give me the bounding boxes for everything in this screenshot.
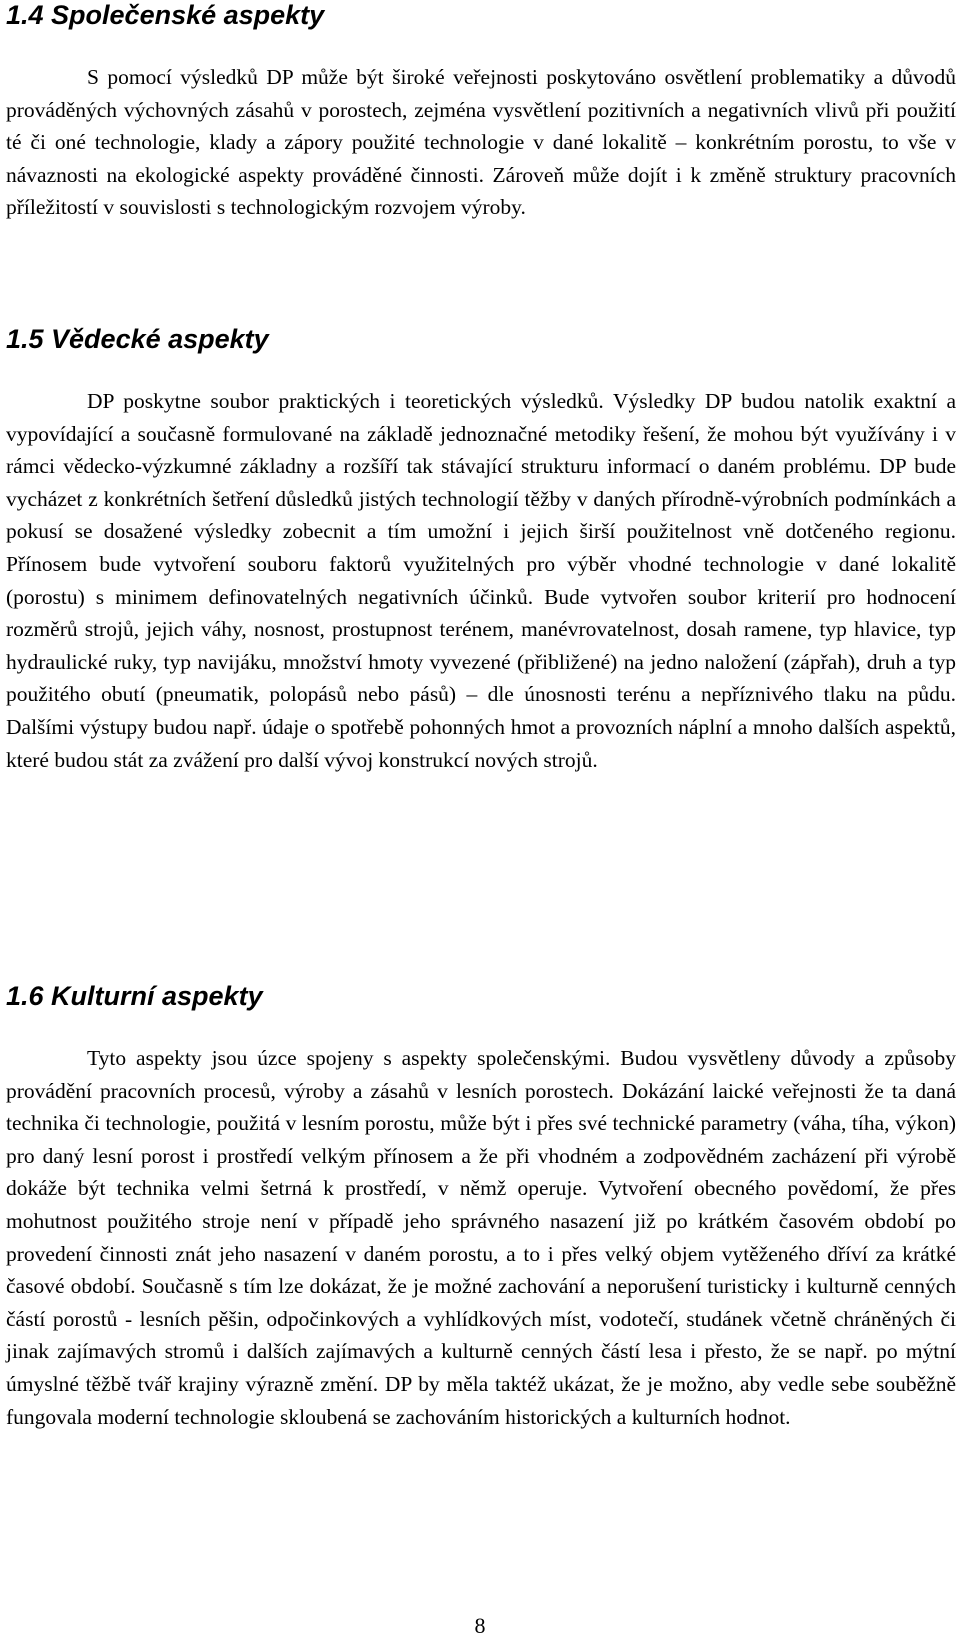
section-heading-scientific-aspects: 1.5 Vědecké aspekty [6,324,269,354]
page-number: 8 [474,1613,486,1638]
section-paragraph-cultural-aspects: Tyto aspekty jsou úzce spojeny s aspekty společenskými. Budou vysvětleny důvody a způsoby provádění pracovních procesů, výroby a zásahů v lesních porostech. Dokázání laické veřejnosti že ta daná technika či technologie, použitá v lesním porostu, může být i přes své technické parametry (váha, tíha, výkon) pro daný lesní porost i prostředí velkým přínosem a že při vhodném a zodpovědném zacházení při výrobě dokáže být technika velmi šetrná k prostředí, v němž operuje. Vytvoření obecného povědomí, že přes mohutnost použitého stroje není v případě jeho správného nasazení již po krátkém časovém období po provedení činnosti znát jeho nasazení v daném porostu, a to i přes velký objem vytěženého dříví za krátké časové období. Současně s tím lze dokázat, že je možné zachování a neporušení turisticky i kulturně cenných částí porostů - lesních pěšin, odpočinkových a vyhlídkových míst, vodotečí, studánek včetně chráněných či jinak zajímavých stromů i dalších zajímavých a kulturně cenných částí lesa i přesto, že se např. po mýtní úmyslné těžbě tvář krajiny výrazně změní. DP by měla taktéž ukázat, že je možno, aby vedle sebe souběžně fungovala moderní technologie skloubená se zachováním historických a kulturních hodnot. [6,1046,956,1429]
section-paragraph-scientific-aspects: DP poskytne soubor praktických i teoretických výsledků. Výsledky DP budou natolik exaktní a vypovídající a současně formulované na základě jednoznačné metodiky řešení, že mohou být využívány i v rámci vědecko-výzkumné základny a rozšíří tak stávající strukturu informací o daném problému. DP bude vycházet z konkrétních šetření důsledků jistých technologií těžby v daných přírodně-výrobních podmínkách a pokusí se dosažené výsledky zobecnit a tím umožní i jejich širší použitelnost vně dotčeného regionu. Přínosem bude vytvoření souboru faktorů využitelných pro výběr vhodné technologie v dané lokalitě (porostu) s minimem definovatelných negativních účinků. Bude vytvořen soubor kriterií pro hodnocení rozměrů strojů, jejich váhy, nosnost, prostupnost terénem, manévrovatelnost, dosah ramene, typ hlavice, typ hydraulické ruky, typ navijáku, množství hmoty vyvezené (přibližené) na jedno naložení (zápřah), druh a typ použitého obutí (pneumatik, polopásů nebo pásů) – dle únosnosti terénu a nepříznivého tlaku na půdu. Dalšími výstupy budou např. údaje o spotřebě pohonných hmot a provozních náplní a mnoho dalších aspektů, které budou stát za zvážení pro další vývoj konstrukcí nových strojů. [6,389,956,772]
section-heading-social-aspects: 1.4 Společenské aspekty [6,0,325,30]
section-heading-cultural-aspects: 1.6 Kulturní aspekty [6,981,263,1011]
section-paragraph-social-aspects: S pomocí výsledků DP může být široké veřejnosti poskytováno osvětlení problematiky a důvodů prováděných výchovných zásahů v porostech, zejména vysvětlení pozitivních a negativních vlivů při použití té či oné technologie, klady a zápory použité technologie v dané lokalitě – konkrétním porostu, to vše v návaznosti na ekologické aspekty prováděné činnosti. Zároveň může dojít i k změně struktury pracovních příležitostí v souvislosti s technologickým rozvojem výroby. [6,65,956,220]
